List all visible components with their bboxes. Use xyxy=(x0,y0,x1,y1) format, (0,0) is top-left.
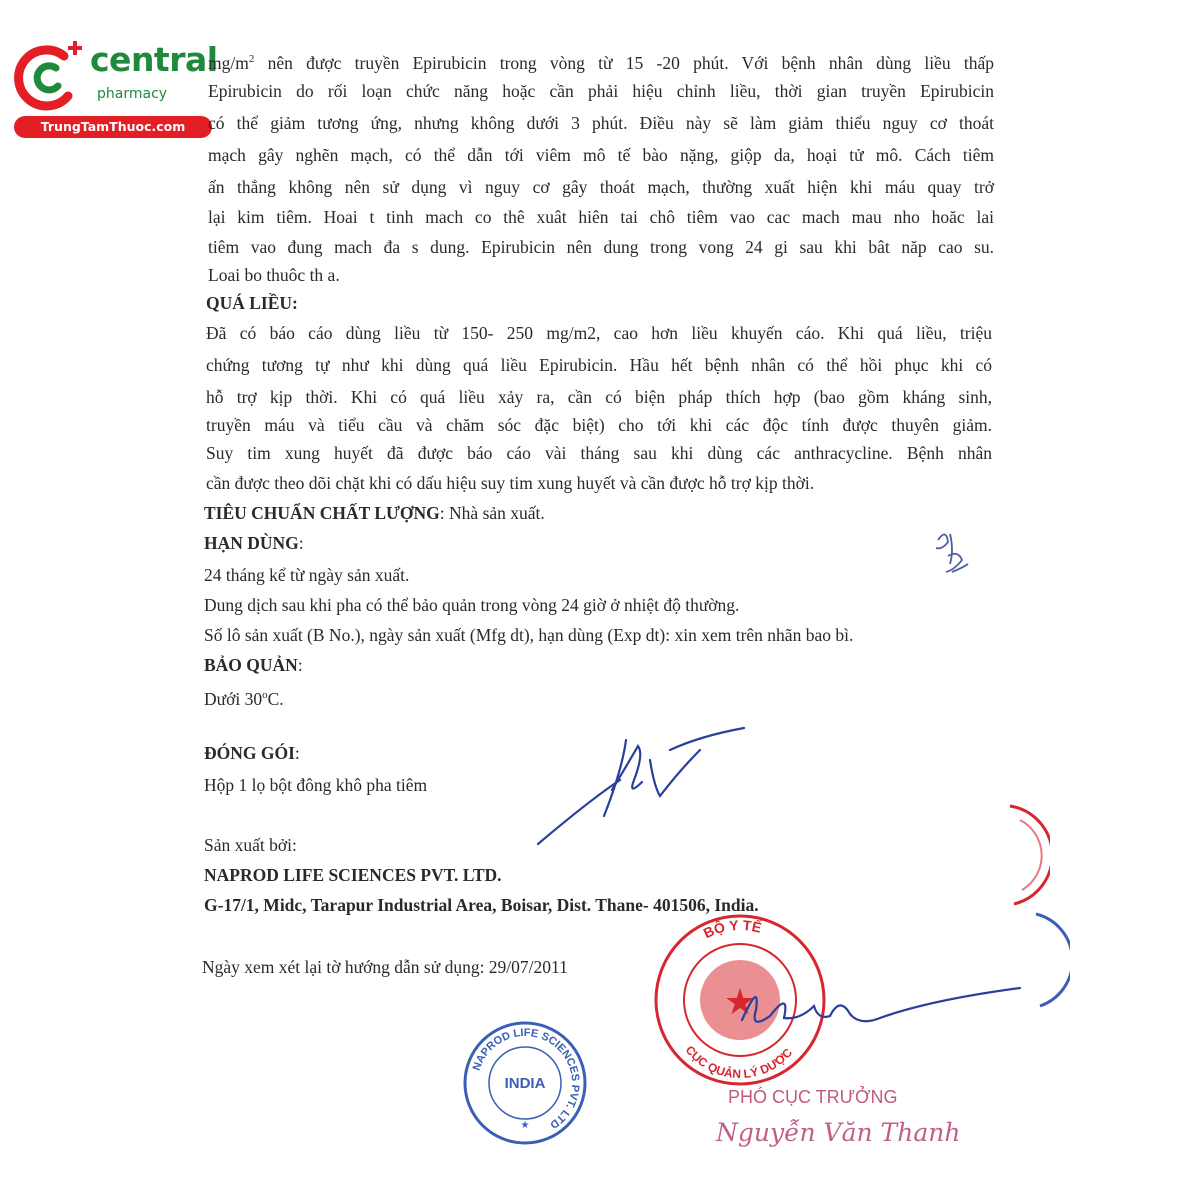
signatory-title: PHÓ CỤC TRƯỞNG xyxy=(728,1087,898,1107)
star-icon: ★ xyxy=(723,982,757,1022)
pharmacy-logo-icon xyxy=(12,38,90,116)
dose-unit: mg/m xyxy=(208,52,249,73)
packaging-heading xyxy=(204,742,300,764)
overdose-line: Suy tim xung huyết đã được báo cáo vài tháng sau khi dùng các anthracycline. Bệnh nhân xyxy=(206,443,992,463)
manufacturer-label: Sản xuất bởi: xyxy=(204,835,297,855)
svg-text:★: ★ xyxy=(520,1120,530,1131)
storage-heading xyxy=(204,654,303,676)
quality-standard xyxy=(204,502,545,524)
official-signature xyxy=(720,960,1040,1050)
partial-red-stamp xyxy=(990,800,1050,910)
company-stamp-center: INDIA xyxy=(504,1075,546,1092)
company-stamp xyxy=(460,1018,590,1148)
expiry-line: Dung dịch sau khi pha có thể bảo quản trong vòng 24 giờ ở nhiệt độ thường. xyxy=(204,595,740,615)
overdose-line: truyền máu và tiểu cầu và chăm sóc đặc biệt) cho tới khi các độc tính được thuyên giảm. xyxy=(206,415,992,435)
expiry-line: Số lô sản xuất (B No.), ngày sản xuất (Mfg dt), hạn dùng (Exp dt): xin xem trên nhãn bao bì. xyxy=(204,625,854,645)
manufacturer-signature xyxy=(530,720,770,860)
initials-signature xyxy=(928,520,978,580)
paragraph-text: nên được truyền Epirubicin trong vòng từ 15 -20 phút. Với bệnh nhân dùng liều thấp xyxy=(254,52,994,73)
overdose-line: chứng tương tự như khi dùng quá liều Epirubicin. Hầu hết bệnh nhân có thể hồi phục khi có xyxy=(206,355,992,375)
manufacturer-name: NAPROD LIFE SCIENCES PVT. LTD. xyxy=(204,865,502,885)
logo-subtitle: pharmacy xyxy=(97,86,168,102)
manufacturer-address: G-17/1, Midc, Tarapur Industrial Area, Boisar, Dist. Thane- 401506, India. xyxy=(204,895,759,915)
paragraph-line: Epirubicin do rối loạn chức năng hoặc cần phải hiệu chỉnh liều, thời gian truyền Epirubicin xyxy=(208,81,994,101)
packaging-heading-text: ĐÓNG GÓI xyxy=(204,743,295,763)
storage-unit: C. xyxy=(267,688,284,709)
ministry-stamp-top-text: BỘ Y TẾ xyxy=(700,916,764,942)
overdose-line: cần được theo dõi chặt khi có dấu hiệu suy tim xung huyết và cần được hỗ trợ kịp thời. xyxy=(206,473,815,493)
quality-heading: TIÊU CHUẨN CHẤT LƯỢNG xyxy=(204,503,440,523)
packaging-value: Hộp 1 lọ bột đông khô pha tiêm xyxy=(204,775,428,795)
expiry-heading xyxy=(204,532,304,554)
storage-value xyxy=(204,684,284,710)
packaging-colon: : xyxy=(294,743,300,763)
storage-colon: : xyxy=(297,655,303,675)
storage-temp: Dưới 30 xyxy=(204,688,263,709)
paragraph-line: ấn thẳng không nên sử dụng vì nguy cơ gây thoát mạch, thường xuất hiện khi máu quay trở xyxy=(208,177,994,197)
paragraph-line: có thể giảm tương ứng, nhưng không dưới 3 phút. Điều này sẽ làm giảm thiểu nguy cơ thoát xyxy=(208,113,994,133)
paragraph-line xyxy=(208,48,994,74)
paragraph-line: Loai bo thuôc th a. xyxy=(208,265,340,285)
signatory-name: Nguyễn Văn Thanh xyxy=(716,1118,961,1147)
quality-value: : Nhà sản xuất. xyxy=(439,503,545,523)
paragraph-line: tiêm vao đung mach đa s dung. Epirubicin nên dung trong vong 24 gi sau khi bât năp cao su. xyxy=(208,237,994,257)
expiry-line: 24 tháng kể từ ngày sản xuất. xyxy=(204,565,410,585)
ministry-stamp-bottom-text: CỤC QUẢN LÝ DƯỢC xyxy=(682,1043,796,1082)
storage-heading-text: BẢO QUẢN xyxy=(204,655,298,675)
company-stamp-ring-text: NAPROD LIFE SCIENCES PVT. LTD xyxy=(470,1026,582,1131)
logo-brand: central xyxy=(90,40,218,79)
overdose-line: hỗ trợ kịp thời. Khi có quá liều xảy ra, cần có biện pháp thích hợp (bao gồm kháng sinh, xyxy=(206,387,992,407)
review-date: Ngày xem xét lại tờ hướng dẫn sử dụng: 29/07/2011 xyxy=(202,957,568,977)
degree-sign: o xyxy=(262,689,268,701)
central-pharmacy-logo xyxy=(8,34,218,144)
expiry-colon: : xyxy=(298,533,304,553)
expiry-heading-text: HẠN DÙNG xyxy=(204,533,299,553)
paragraph-line: lại kim tiêm. Hoai t tinh mach co thê xuât hiên tai chô tiêm vao cac mach mau nho hoăc lai xyxy=(208,207,994,227)
paragraph-line: mạch gây nghẽn mạch, có thể dẫn tới viêm mô tế bào nặng, giộp da, hoại tử mô. Cách tiêm xyxy=(208,145,994,165)
dose-unit-exponent: 2 xyxy=(248,53,255,65)
overdose-line: Đã có báo cáo dùng liều từ 150- 250 mg/m2, cao hơn liều khuyến cáo. Khi quá liều, triệu xyxy=(206,323,992,343)
overdose-heading: QUÁ LIỀU: xyxy=(206,293,298,313)
logo-website-link[interactable]: TrungTamThuoc.com xyxy=(14,116,212,138)
